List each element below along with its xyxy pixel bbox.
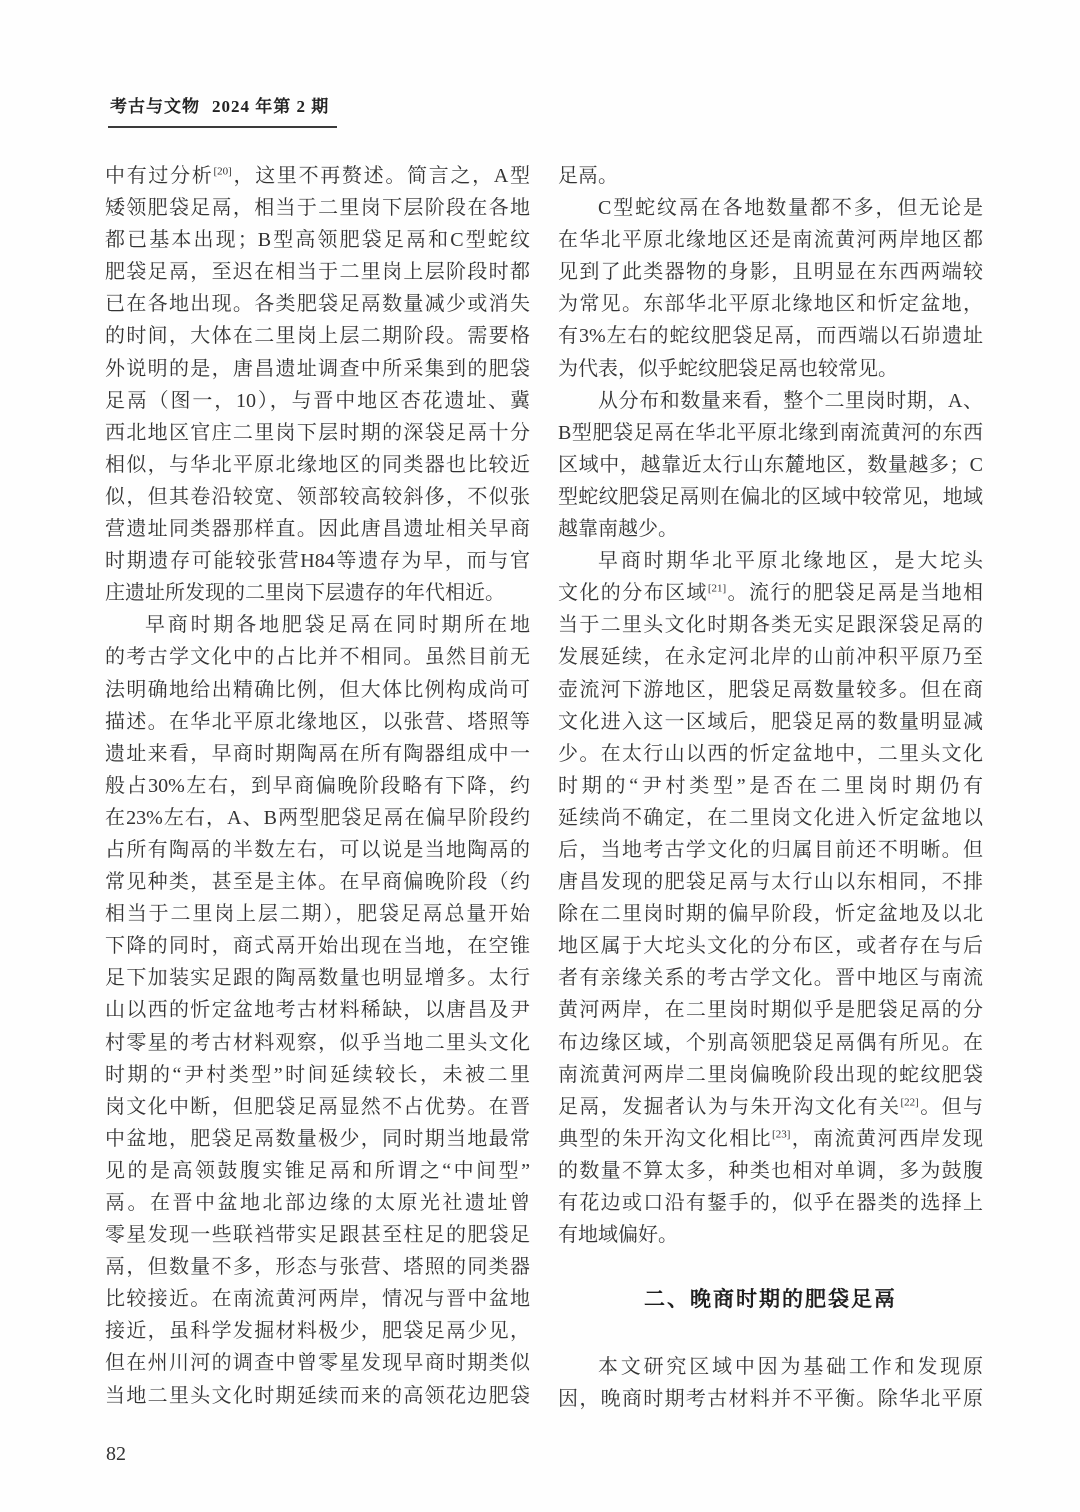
text-line: 从分布和数量来看，整个二里岗时期，A、 bbox=[598, 389, 983, 412]
text-line: 已在各地出现。各类肥袋足鬲数量减少或消失 bbox=[105, 293, 530, 316]
text-line: 壶流河下游地区，肥袋足鬲数量较多。但在商 bbox=[558, 678, 983, 701]
text-line: 延续尚不确定，在二里岗文化进入忻定盆地以 bbox=[558, 806, 983, 829]
text-line: 当地二里头文化时期延续而来的高领花边肥袋 bbox=[105, 1384, 530, 1407]
text-line: 描述。在华北平原北缘地区，以张营、塔照等 bbox=[105, 710, 530, 733]
text-line: C型蛇纹鬲在各地数量都不多，但无论是 bbox=[598, 197, 983, 220]
text-line: 常见种类，甚至是主体。在早商偏晚阶段（约 bbox=[105, 871, 530, 894]
text-line: 接近，虽科学发掘材料极少，肥袋足鬲少见， bbox=[105, 1320, 530, 1343]
text-line: 者有亲缘关系的考古学文化。晋中地区与南流 bbox=[558, 967, 983, 990]
text-line: 文化的分布区域[21]。流行的肥袋足鬲是当地相 bbox=[558, 582, 984, 605]
text-line: 足鬲。 bbox=[558, 165, 618, 187]
text-line: 零星发现一些联裆带实足跟甚至柱足的肥袋足 bbox=[105, 1224, 530, 1247]
text-line: 后，当地考古学文化的归属目前还不明晰。但 bbox=[558, 838, 983, 861]
text-line: 似，但其卷沿较宽、领部较高较斜侈，不似张 bbox=[105, 485, 530, 508]
text-line: 唐昌发现的肥袋足鬲与太行山以东相同，不排 bbox=[558, 871, 983, 894]
text-line: 占所有陶鬲的半数左右，可以说是当地陶鬲的 bbox=[105, 838, 530, 861]
section-heading: 二、晚商时期的肥袋足鬲 bbox=[644, 1288, 897, 1312]
text-line: 营遗址同类器那样直。因此唐昌遗址相关早商 bbox=[105, 518, 530, 541]
article-body bbox=[105, 160, 983, 1415]
text-line: 中盆地，肥袋足鬲数量极少，同时期当地最常 bbox=[105, 1127, 530, 1150]
text-line: 在华北平原北缘地区还是南流黄河两岸地区都 bbox=[558, 229, 983, 252]
text-line: 地区属于大坨头文化的分布区，或者存在与后 bbox=[558, 935, 983, 958]
running-head bbox=[108, 92, 337, 128]
text-line: 般占30%左右，到早商偏晚阶段略有下降，约 bbox=[105, 774, 530, 797]
text-line: 足鬲（图一，10），与晋中地区杏花遗址、冀 bbox=[105, 389, 530, 412]
text-line: 鬲。在晋中盆地北部边缘的太原光社遗址曾 bbox=[105, 1192, 530, 1214]
text-line: 的考古学文化中的占比并不相同。虽然目前无 bbox=[105, 646, 530, 669]
text-line: 在23%左右，A、B两型肥袋足鬲在偏早阶段约 bbox=[105, 806, 530, 829]
text-line: 的时间，大体在二里岗上层二期阶段。需要格 bbox=[105, 325, 530, 348]
text-line: 型蛇纹肥袋足鬲则在偏北的区域中较常见，地域 bbox=[558, 485, 983, 508]
text-line: 区域中，越靠近太行山东麓地区，数量越多；C bbox=[558, 453, 983, 476]
text-line: 矮领肥袋足鬲，相当于二里岗下层阶段在各地 bbox=[105, 197, 530, 220]
text-line: 庄遗址所发现的二里岗下层遗存的年代相近。 bbox=[105, 582, 505, 605]
text-line: 发展延续，在永定河北岸的山前冲积平原乃至 bbox=[558, 646, 983, 669]
text-line: 越靠南越少。 bbox=[558, 518, 678, 541]
text-line: 见的是高领鼓腹实锥足鬲和所谓之“中间型” bbox=[105, 1159, 530, 1182]
text-line: 为常见。东部华北平原北缘地区和忻定盆地， bbox=[558, 293, 983, 316]
left-column bbox=[105, 160, 530, 1415]
right-column bbox=[558, 160, 983, 1415]
text-line: B型肥袋足鬲在华北平原北缘到南流黄河的东西 bbox=[558, 421, 983, 444]
text-line: 有3%左右的蛇纹肥袋足鬲，而西端以石峁遗址 bbox=[558, 325, 983, 348]
text-line: 比较接近。在南流黄河两岸，情况与晋中盆地 bbox=[105, 1288, 530, 1311]
text-line: 当于二里头文化时期各类无实足跟深袋足鬲的 bbox=[558, 614, 983, 637]
text-line: 肥袋足鬲，至迟在相当于二里岗上层阶段时都 bbox=[105, 261, 530, 284]
text-line: 村零星的考古材料观察，似乎当地二里头文化 bbox=[105, 1031, 530, 1054]
text-line: 为代表，似乎蛇纹肥袋足鬲也较常见。 bbox=[558, 357, 898, 380]
text-line: 时期的“尹村类型”时间延续较长，未被二里 bbox=[105, 1063, 530, 1086]
text-line: 足鬲，发掘者认为与朱开沟文化有关[22]。但与 bbox=[558, 1095, 984, 1118]
text-line: 少。在太行山以西的忻定盆地中，二里头文化 bbox=[558, 742, 983, 765]
footnote-ref: [22] bbox=[900, 1096, 919, 1109]
text-line: 时期遗存可能较张营H84等遗存为早，而与官 bbox=[105, 550, 530, 573]
text-line: 遗址来看，早商时期陶鬲在所有陶器组成中一 bbox=[105, 742, 530, 765]
text-line: 相当于二里岗上层二期），肥袋足鬲总量开始 bbox=[105, 903, 530, 926]
footnote-ref: [23] bbox=[772, 1128, 791, 1141]
text-line: 时期的“尹村类型”是否在二里岗时期仍有 bbox=[558, 774, 983, 797]
text-line: 中有过分析[20]，这里不再赘述。简言之，A型 bbox=[105, 165, 530, 187]
text-line: 相似，与华北平原北缘地区的同类器也比较近 bbox=[105, 453, 530, 476]
text-line: 本文研究区域中因为基础工作和发现原 bbox=[598, 1356, 983, 1379]
text-line: 的数量不算太多，种类也相对单调，多为鼓腹 bbox=[558, 1159, 983, 1182]
journal-title: 考古与文物 bbox=[110, 97, 200, 116]
text-line: 外说明的是，唐昌遗址调查中所采集到的肥袋 bbox=[105, 357, 530, 380]
text-line: 岗文化中断，但肥袋足鬲显然不占优势。在晋 bbox=[105, 1095, 530, 1118]
text-line: 法明确地给出精确比例，但大体比例构成尚可 bbox=[105, 678, 530, 701]
text-line: 黄河两岸，在二里岗时期似乎是肥袋足鬲的分 bbox=[558, 999, 983, 1022]
text-line: 但在州川河的调查中曾零星发现早商时期类似 bbox=[105, 1352, 530, 1375]
text-line: 文化进入这一区域后，肥袋足鬲的数量明显减 bbox=[558, 710, 983, 733]
footnote-ref: [20] bbox=[213, 165, 232, 178]
text-line: 因，晚商时期考古材料并不平衡。除华北平原 bbox=[558, 1388, 983, 1411]
page-number: 82 bbox=[106, 1443, 126, 1465]
text-line: 布边缘区域，个别高领肥袋足鬲偶有所见。在 bbox=[558, 1031, 983, 1054]
text-line: 除在二里岗时期的偏早阶段，忻定盆地及以北 bbox=[558, 903, 983, 926]
text-line: 典型的朱开沟文化相比[23]，南流黄河西岸发现 bbox=[558, 1127, 984, 1150]
text-line: 足下加装实足跟的陶鬲数量也明显增多。太行 bbox=[105, 967, 530, 990]
text-line: 早商时期华北平原北缘地区，是大坨头 bbox=[598, 550, 983, 573]
text-line: 都已基本出现；B型高领肥袋足鬲和C型蛇纹 bbox=[105, 229, 530, 252]
footnote-ref: [21] bbox=[707, 582, 727, 595]
text-line: 有花边或口沿有鋬手的，似乎在器类的选择上 bbox=[558, 1192, 983, 1214]
text-line: 南流黄河两岸二里岗偏晚阶段出现的蛇纹肥袋 bbox=[558, 1063, 983, 1086]
text-line: 山以西的忻定盆地考古材料稀缺，以唐昌及尹 bbox=[105, 999, 530, 1022]
issue-info: 2024 年第 2 期 bbox=[212, 97, 330, 116]
text-line: 早商时期各地肥袋足鬲在同时期所在地 bbox=[145, 614, 530, 637]
text-line: 下降的同时，商式鬲开始出现在当地，在空锥 bbox=[105, 935, 530, 958]
text-line: 见到了此类器物的身影，且明显在东西两端较 bbox=[558, 261, 983, 284]
text-line: 鬲，但数量不多，形态与张营、塔照的同类器 bbox=[105, 1256, 530, 1279]
text-line: 有地域偏好。 bbox=[558, 1224, 678, 1247]
text-line: 西北地区官庄二里岗下层时期的深袋足鬲十分 bbox=[105, 421, 530, 444]
